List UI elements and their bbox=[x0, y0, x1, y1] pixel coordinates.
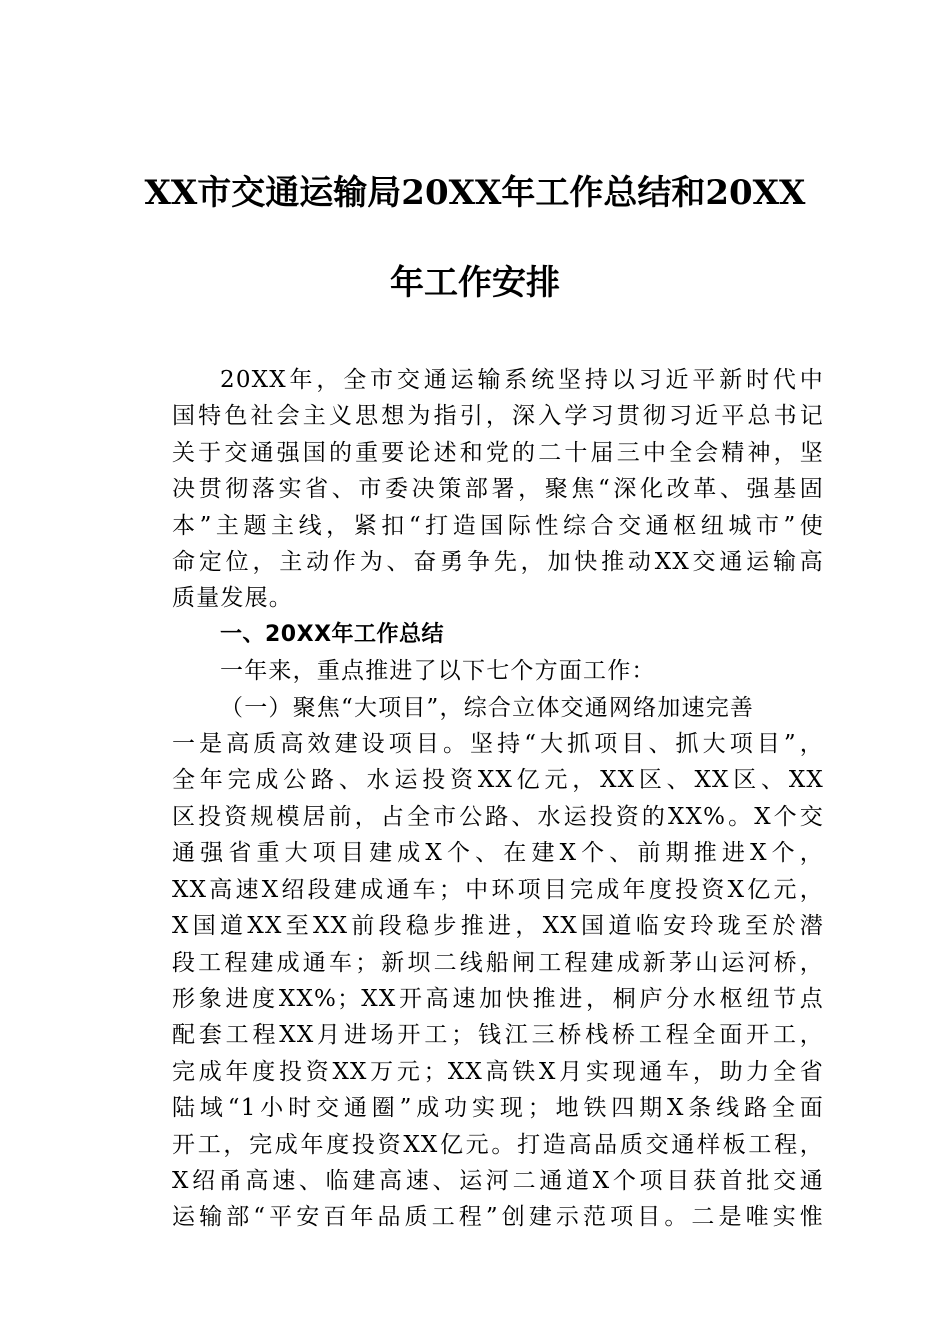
document-title-line-1: XX市交通运输局20XX年工作总结和20XX bbox=[144, 173, 806, 213]
intro-line: 质量发展。 bbox=[172, 585, 293, 612]
body-line: 全年完成公路、水运投资XX亿元，XX区、XX区、XX bbox=[172, 767, 824, 794]
intro-line: 命定位，主动作为、奋勇争先，加快推动XX交通运输高 bbox=[172, 549, 824, 576]
body-line: 陆域“1小时交通圈”成功实现；地铁四期X条线路全面 bbox=[172, 1095, 824, 1122]
document-body bbox=[172, 362, 824, 1236]
body-paragraph bbox=[172, 726, 824, 1236]
subsection-1-heading-line: （一）聚焦“大项目”，综合立体交通网络加速完善 bbox=[220, 694, 755, 721]
document-title bbox=[100, 148, 850, 328]
intro-line: 20XX年，全市交通运输系统坚持以习近平新时代中 bbox=[220, 367, 824, 393]
body-line: 通强省重大项目建成X个、在建X个、前期推进X个， bbox=[172, 840, 824, 867]
body-line: 运输部“平安百年品质工程”创建示范项目。二是唯实惟 bbox=[172, 1204, 824, 1231]
subsection-1-heading bbox=[172, 690, 824, 726]
intro-line: 国特色社会主义思想为指引，深入学习贯彻习近平总书记 bbox=[172, 403, 824, 430]
intro-line: 决贯彻落实省、市委决策部署，聚焦“深化改革、强基固 bbox=[172, 476, 824, 503]
body-line: 区投资规模居前，占全市公路、水运投资的XX%。X个交 bbox=[172, 803, 824, 830]
intro-paragraph bbox=[172, 362, 824, 617]
section-1-heading: 一、20XX年工作总结 bbox=[220, 621, 445, 647]
intro-line: 本”主题主线，紧扣“打造国际性综合交通枢纽城市”使 bbox=[172, 512, 824, 539]
section-1-lead bbox=[172, 653, 824, 689]
body-line: X绍甬高速、临建高速、运河二通道X个项目获首批交通 bbox=[172, 1167, 824, 1194]
intro-line: 关于交通强国的重要论述和党的二十届三中全会精神，坚 bbox=[172, 439, 824, 466]
body-line: 开工，完成年度投资XX亿元。打造高品质交通样板工程， bbox=[172, 1131, 824, 1158]
body-line: X国道XX至XX前段稳步推进，XX国道临安玲珑至於潜 bbox=[172, 913, 824, 940]
body-line: 完成年度投资XX万元；XX高铁X月实现通车，助力全省 bbox=[172, 1058, 824, 1085]
section-1-lead-line: 一年来，重点推进了以下七个方面工作： bbox=[220, 658, 656, 685]
body-line: 段工程建成通车；新坝二线船闸工程建成新茅山运河桥， bbox=[172, 949, 824, 976]
body-line: 形象进度XX%；XX开高速加快推进，桐庐分水枢纽节点 bbox=[172, 985, 824, 1012]
body-line: 配套工程XX月进场开工；钱江三桥栈桥工程全面开工， bbox=[172, 1022, 824, 1049]
body-line: 一是高质高效建设项目。坚持“大抓项目、抓大项目”， bbox=[172, 731, 824, 758]
document-title-line-2: 年工作安排 bbox=[390, 263, 560, 303]
body-line: XX高速X绍段建成通车；中环项目完成年度投资X亿元， bbox=[172, 876, 824, 903]
